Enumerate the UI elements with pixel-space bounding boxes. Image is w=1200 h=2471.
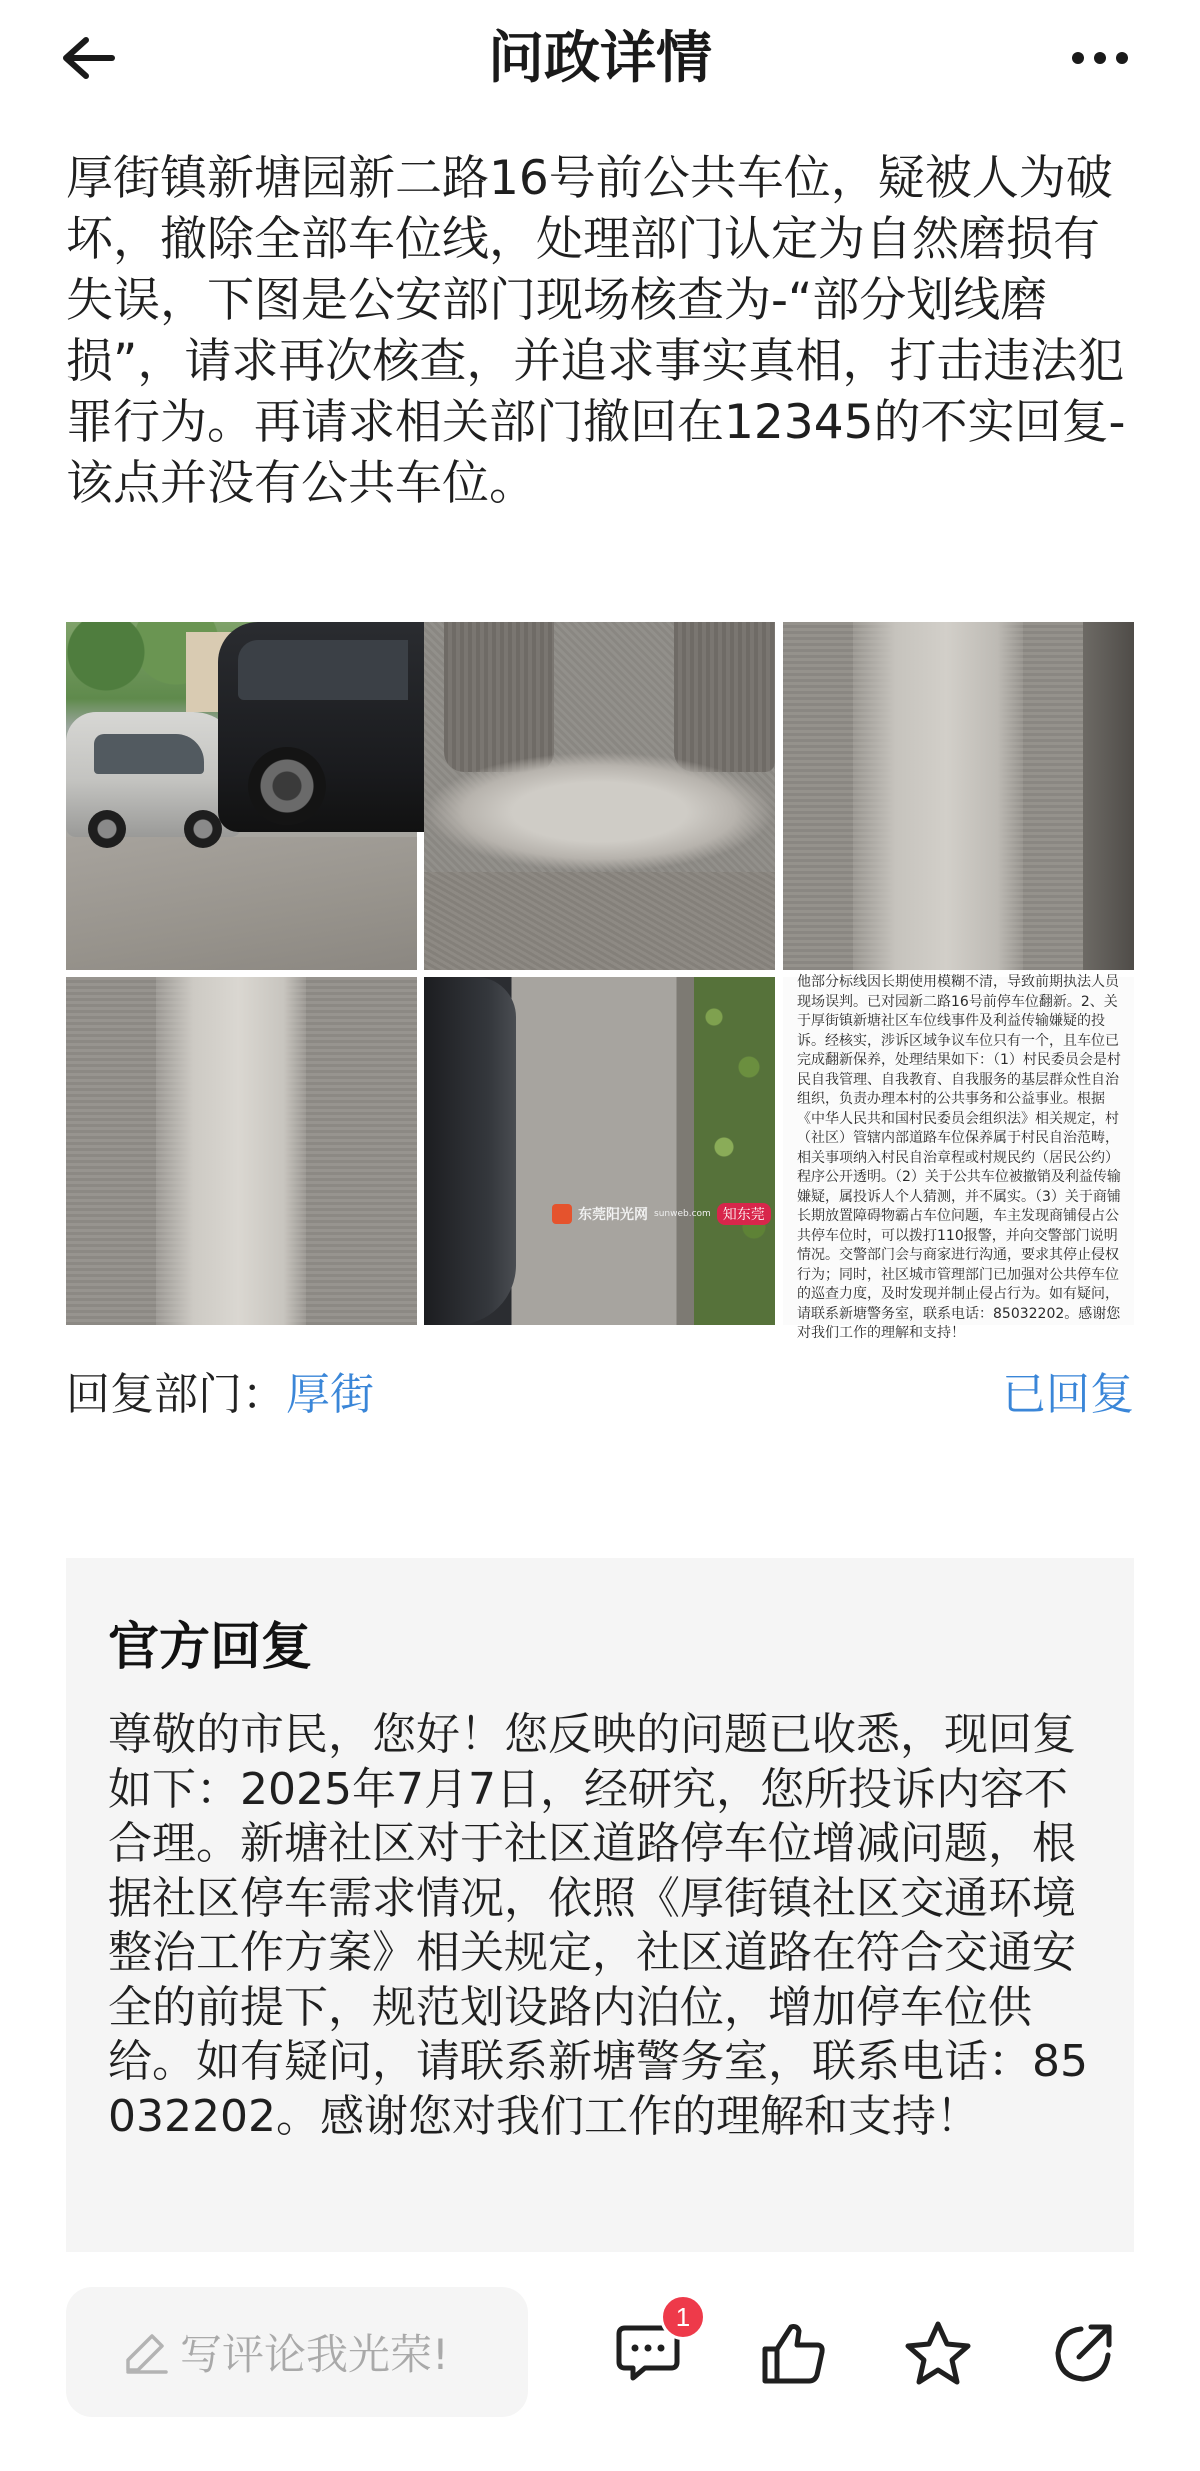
image-grid: [66, 622, 1134, 1341]
document-screenshot[interactable]: [783, 974, 1134, 1341]
more-options-button[interactable]: [1060, 26, 1140, 90]
document-text: 他部分标线因长期使用模糊不清，导致前期执法人员现场误判。已对园新二路16号前停车位翻新。2、关于厚街镇新塘社区车位线事件及利益传输嫌疑的投诉。经核实，涉诉区域争议车位只有一个，且车位已完成翻新保养，处理结果如下：（1）村民委员会是村民自我管理、自我教育、自我服务的基层群众性自治组织，负责办理本村的公共事务和公益事业。根据《中华人民共和国村民委员会组织法》相关规定，村（社区）管辖内部道路车位保养属于村民自治范畴，相关事项纳入村民自治章程或村规民约（居民公约）程序公开透明。（2）关于公共车位被撤销及利益传输嫌疑，属投诉人个人猜测，并不属实。（3）关于商铺长期放置障碍物霸占车位问题，车主发现商铺侵占公共停车位时，可以拨打110报警，并向交警部门说明情况。交警部门会与商家进行沟通，要求其停止侵权行为；同时，社区城市管理部门已加强对公共停车位的巡查力度，及时发现并制止侵占行为。如有疑问，请联系新塘警务室，联系电话：85032202。感谢您对我们工作的理解和支持！: [797, 974, 1121, 1341]
black-suv: [218, 622, 428, 832]
thumbs-up-icon: [761, 2321, 827, 2385]
worn-line-area: [424, 752, 775, 872]
comment-placeholder: 写评论我光荣!: [180, 2330, 449, 2379]
suv-window: [238, 640, 408, 700]
photo-worn-parking-line[interactable]: [424, 622, 775, 970]
photo-roadside-path[interactable]: [424, 977, 775, 1325]
top-nav-bar: [0, 0, 1200, 118]
asphalt-base: [424, 872, 775, 970]
reply-dept-link[interactable]: 厚街: [286, 1369, 374, 1420]
asphalt-patch: [674, 622, 775, 772]
official-reply-body: 尊敬的市民，您好！您反映的问题已收悉，现回复如下：2025年7月7日，经研究，您所投诉内容不合理。新塘社区对于社区道路停车位增减问题，根据社区停车需求情况，依照《厚街镇社区交通环境整治工作方案》相关规定，社区道路在符合交通安全的前提下，规范划设路内泊位，增加停车位供给。如有疑问，请联系新塘警务室，联系电话：85032202。感谢您对我们工作的理解和支持！: [108, 1709, 1088, 2142]
curb-edge: [1083, 622, 1134, 970]
white-van: [66, 712, 241, 837]
comment-count-badge: 1: [660, 2294, 706, 2340]
like-button[interactable]: [754, 2313, 834, 2393]
official-reply-card: [66, 1558, 1134, 2252]
complaint-text: 厚街镇新塘园新二路16号前公共车位，疑被人为破坏，撤除全部车位线，处理部门认定为自然磨损有失误，下图是公安部门现场核查为-“部分划线磨损”，请求再次核查，并追求事实真相，打击违法犯罪行为。再请求相关部门撤回在12345的不实回复-该点并没有公共车位。: [66, 151, 1126, 511]
share-icon: [1051, 2321, 1115, 2385]
page-title: 问政详情: [488, 26, 712, 91]
watermark-brand: 知东莞: [717, 1203, 771, 1225]
star-icon: [904, 2320, 972, 2386]
asphalt-patch: [444, 622, 554, 772]
faded-line: [156, 977, 306, 1325]
share-button[interactable]: [1043, 2313, 1123, 2393]
photo-faded-line-vertical[interactable]: [783, 622, 1134, 970]
official-reply-title: 官方回复: [108, 1618, 313, 1677]
road-surface: [66, 837, 417, 970]
back-arrow-icon: [58, 34, 118, 82]
sunweb-logo-icon: [552, 1204, 572, 1224]
van-wheel: [88, 810, 126, 848]
reply-info-row: [66, 1365, 1134, 1425]
watermark-site: 东莞阳光网: [578, 1207, 648, 1223]
van-window: [94, 734, 204, 774]
watermark: [552, 1199, 782, 1229]
watermark-site-domain: sunweb.com: [654, 1209, 711, 1219]
pencil-icon: [120, 2326, 172, 2378]
comment-input[interactable]: [66, 2287, 528, 2417]
suv-wheel: [248, 747, 326, 825]
more-dots-icon: [1070, 50, 1130, 66]
photo-street-parked-cars[interactable]: [66, 622, 417, 970]
favorite-button[interactable]: [898, 2313, 978, 2393]
back-button[interactable]: [52, 26, 124, 90]
reply-status: 已回复: [1002, 1369, 1134, 1420]
van-wheel: [184, 810, 222, 848]
grass-verge: [694, 977, 775, 1325]
car-side: [424, 977, 516, 1325]
reply-dept-label: 回复部门：: [66, 1369, 286, 1420]
faded-line: [853, 622, 1023, 970]
photo-faded-line-closeup[interactable]: [66, 977, 417, 1325]
